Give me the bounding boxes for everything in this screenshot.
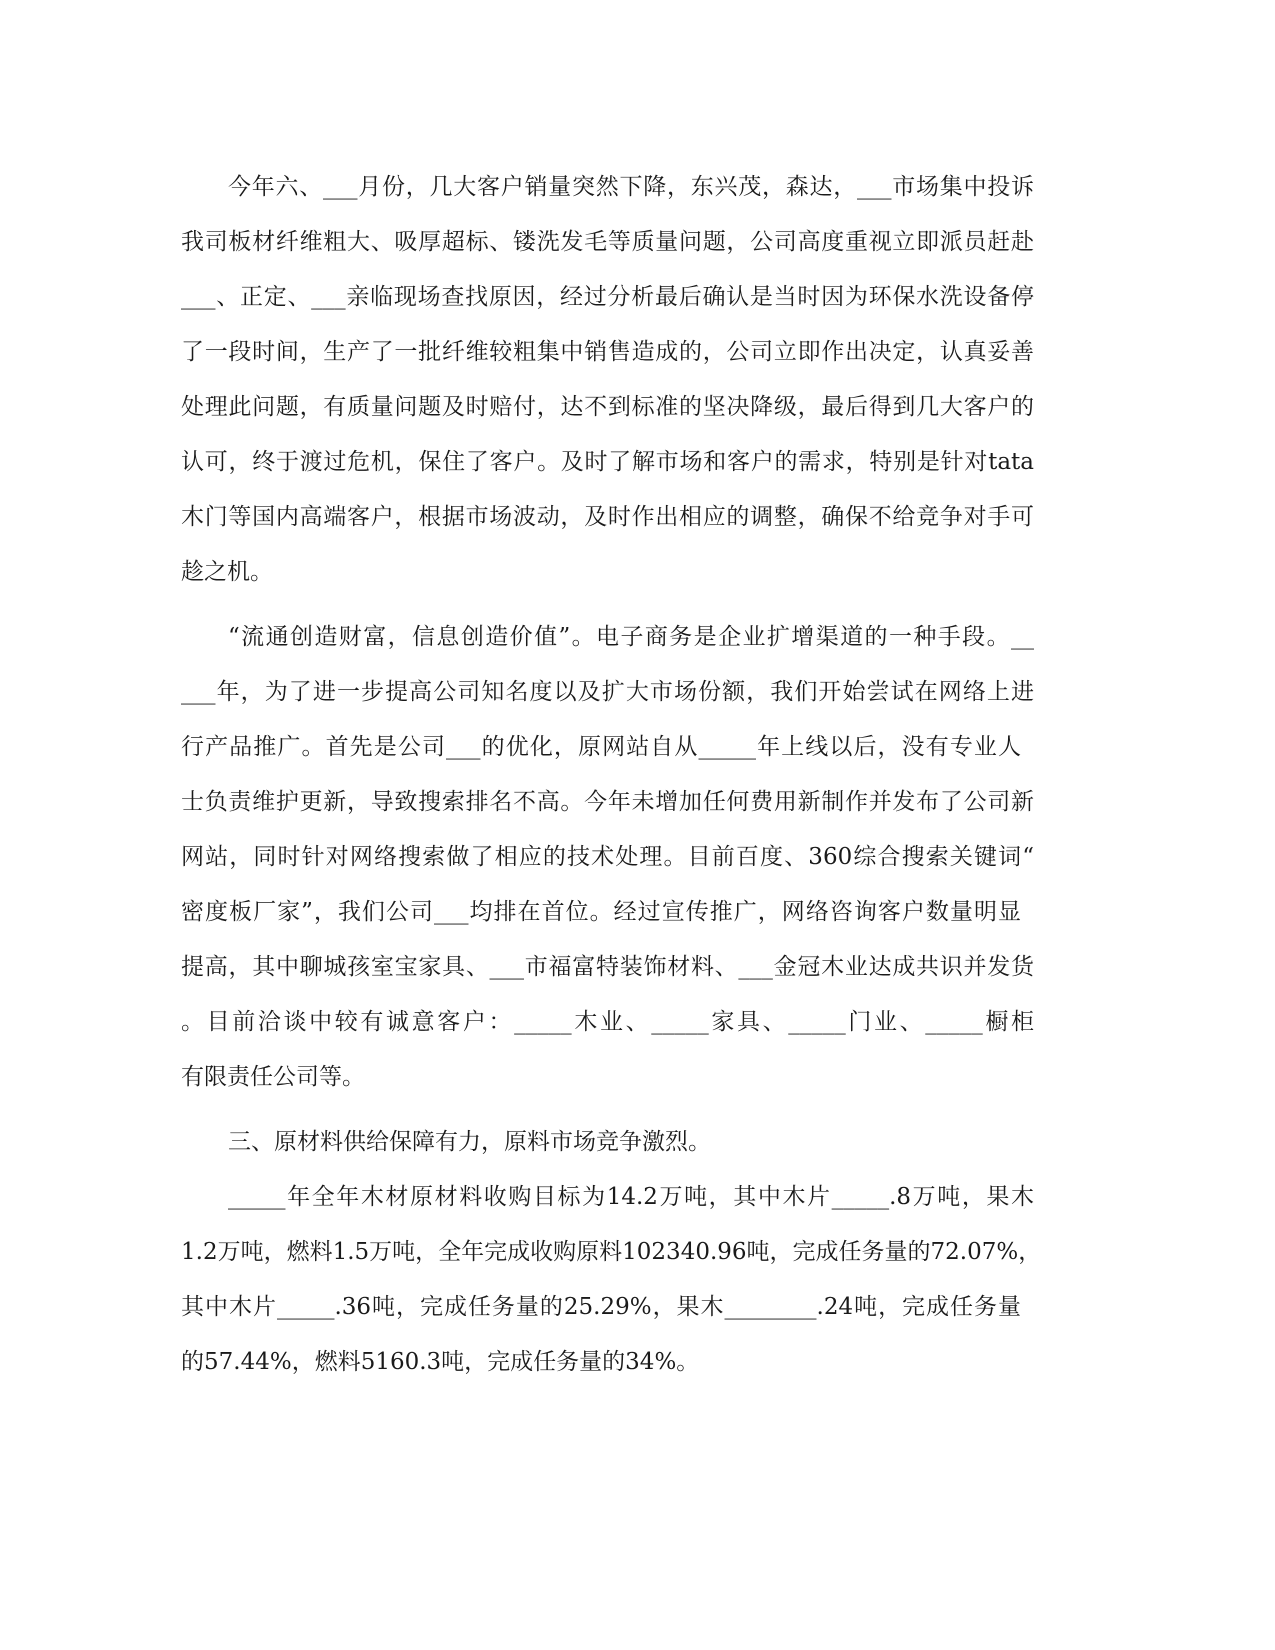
paragraph-1-line-8: 趁之机。 [181,559,273,585]
paragraph-1-line-1: 今年六、___月份，几大客户销量突然下降，东兴茂，森达，___市场集中投诉 [228,174,1034,200]
paragraph-1-line-5: 处理此问题，有质量问题及时赔付，达不到标准的坚决降级，最后得到几大客户的 [181,394,1034,420]
section-heading-3: 三、原材料供给保障有力，原料市场竞争激烈。 [228,1129,711,1155]
paragraph-3-line-2: 1.2万吨，燃料1.5万吨，全年完成收购原料102340.96吨，完成任务量的72.07%， [181,1239,1042,1265]
paragraph-3-line-4: 的57.44%，燃料5160.3吨，完成任务量的34%。 [181,1349,700,1375]
paragraph-1-line-2: 我司板材纤维粗大、吸厚超标、镂洗发毛等质量问题，公司高度重视立即派员赶赴 [181,229,1034,255]
paragraph-1-line-6: 认可，终于渡过危机，保住了客户。及时了解市场和客户的需求，特别是针对tata [181,449,1034,475]
paragraph-1-line-7: 木门等国内高端客户，根据市场波动，及时作出相应的调整，确保不给竞争对手可 [181,504,1034,530]
paragraph-2-line-7: 提高，其中聊城孩室宝家具、___市福富特装饰材料、___金冠木业达成共识并发货 [181,954,1034,980]
paragraph-2-line-5: 网站，同时针对网络搜索做了相应的技术处理。目前百度、360综合搜索关键词“ [181,844,1034,870]
paragraph-2-line-8: 。目前洽谈中较有诚意客户：_____木业、_____家具、_____门业、_____橱柜 [181,1009,1034,1035]
paragraph-2-line-6: 密度板厂家”，我们公司___均排在首位。经过宣传推广，网络咨询客户数量明显 [181,899,1021,925]
paragraph-3-line-1: _____年全年木材原材料收购目标为14.2万吨，其中木片_____.8万吨，果木 [228,1184,1034,1210]
paragraph-2-line-4: 士负责维护更新，导致搜索排名不高。今年未增加任何费用新制作并发布了公司新 [181,789,1034,815]
paragraph-1-line-4: 了一段时间，生产了一批纤维较粗集中销售造成的，公司立即作出决定，认真妥善 [181,339,1034,365]
paragraph-2-line-2: ___年，为了进一步提高公司知名度以及扩大市场份额，我们开始尝试在网络上进 [181,679,1034,705]
paragraph-2-line-9: 有限责任公司等。 [181,1064,365,1090]
paragraph-2-line-3: 行产品推广。首先是公司___的优化，原网站自从_____年上线以后，没有专业人 [181,734,1021,760]
paragraph-1-line-3: ___、正定、___亲临现场查找原因，经过分析最后确认是当时因为环保水洗设备停 [181,284,1034,310]
paragraph-3-line-3: 其中木片_____.36吨，完成任务量的25.29%，果木________.24吨，完成任务量 [181,1294,1021,1320]
paragraph-2-line-1: “流通创造财富，信息创造价值”。电子商务是企业扩增渠道的一种手段。__ [228,624,1034,650]
